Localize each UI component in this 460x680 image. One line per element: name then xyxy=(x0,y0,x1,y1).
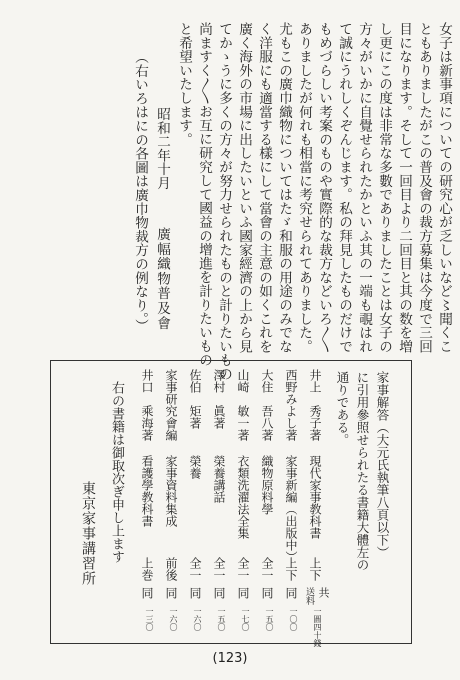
text-line: 廣く海外の市場に出したいといふ國家經濟の上から見 xyxy=(236,22,252,354)
book-title: 家事新編（出版中） xyxy=(284,455,298,563)
text-line: もめづらしい考案のものや實際的な裁方などいろ〳〵 xyxy=(316,22,332,353)
book-volume: 全一 xyxy=(260,557,274,581)
text-line: ありましたが何れも相當に考究せられてありました。 xyxy=(296,22,312,354)
book-price: 同 xyxy=(164,587,178,599)
book-author: 西野みよし著 xyxy=(284,369,298,441)
book-price: 同 xyxy=(260,587,274,599)
closing-line: 右の書籍は御取次ぎ申し上ます xyxy=(109,381,124,563)
book-postage: 一七〇 xyxy=(241,607,250,631)
book-author: 山崎 敏一著 xyxy=(236,369,250,441)
notice-intro-line: 通りである。 xyxy=(335,371,350,446)
book-list-notice xyxy=(50,360,412,647)
book-price: 共 xyxy=(317,587,330,598)
book-postage: 一六〇 xyxy=(193,607,202,631)
text-line: てかゝうに多くの方々が努力せられたものと計りたいもの xyxy=(216,22,232,381)
book-title: 看護學教科書 xyxy=(140,455,154,527)
book-postage: 一圓四十錢 xyxy=(313,607,322,647)
text-line: 尚ますく〳〵お互に研究して國益の增進を計りたいもの xyxy=(196,22,212,367)
book-price: 同 xyxy=(284,587,298,599)
book-title: 榮養講話 xyxy=(212,455,226,503)
book-author: 澤村 眞著 xyxy=(212,369,226,429)
book-price: 同 xyxy=(188,587,202,599)
text-line: 尤もこの廣巾織物についてはたゞ和服の用途のみでな xyxy=(276,22,292,354)
book-price: 同 xyxy=(236,587,250,599)
book-volume: 全一 xyxy=(188,557,202,581)
book-postage: 一六〇 xyxy=(169,607,178,631)
book-author: 井上 秀子著 xyxy=(308,369,322,441)
book-postage: 一〇〇 xyxy=(289,607,298,631)
book-postage: 一五〇 xyxy=(217,607,226,631)
book-author: 井口 乘海著 xyxy=(140,369,154,441)
book-volume: 全一 xyxy=(236,557,250,581)
date-line: 昭和二年十月 xyxy=(154,107,170,190)
postage-label: 送料 xyxy=(304,587,314,605)
book-title: 衣類洗濯法全集 xyxy=(236,455,250,539)
text-line: 目になります。そして一回目より二回目と其の数を増 xyxy=(396,22,412,354)
book-volume: 全一 xyxy=(212,557,226,581)
book-title: 織物原料學 xyxy=(260,455,274,515)
article-body xyxy=(70,22,452,381)
book-price: 同 xyxy=(140,587,154,599)
book-author: 大住 吾八著 xyxy=(260,369,274,441)
book-volume: 上巻 xyxy=(140,557,154,581)
book-volume: 前後 xyxy=(164,557,178,581)
notice-intro-line: に引用參照せられたる書籍大體左の xyxy=(355,371,370,571)
book-author: 佐伯 矩著 xyxy=(188,369,202,429)
book-postage: 一三〇 xyxy=(145,607,154,631)
book-postage: 一五〇 xyxy=(265,607,274,631)
book-title: 家事資料集成 xyxy=(164,455,178,527)
book-title: 榮養 xyxy=(188,455,202,479)
text-line: 女子は新事項についての研究心が乏しいなど〻聞くこ xyxy=(436,22,452,354)
book-volume: 上下 xyxy=(284,557,298,581)
text-line: 方々がいかに自覺せられたかといふ其の一端も覗はれ xyxy=(356,22,372,354)
text-line: し更にこの度は非常な多數でありましたことは女子の xyxy=(376,22,392,354)
book-title: 現代家事教科書 xyxy=(308,455,322,539)
text-line: と希望いたします。 xyxy=(176,22,192,147)
book-author: 家事研究會編 xyxy=(164,369,178,441)
notice-intro-line: 家事解答（大元氏執筆八頁以下） xyxy=(375,371,390,559)
text-line: て誠にうれしくぞんじます。私の拜見したものだけで xyxy=(336,22,352,354)
book-price: 同 xyxy=(212,587,226,599)
page-number: (123) xyxy=(212,651,248,666)
organization-signature: 廣幅織物普及會 xyxy=(154,227,170,331)
text-line: く洋服にも適當する樣にして當會の主意の如くこれを xyxy=(256,22,272,354)
institute-name: 東京家事講習所 xyxy=(80,481,96,586)
book-volume: 上下 xyxy=(308,557,322,581)
figure-note: （右いろはにの各圖は廣巾物裁方の例なり。） xyxy=(132,50,148,333)
text-line: ともありましたがこの普及會の裁方募集は今度で三回 xyxy=(416,22,432,354)
